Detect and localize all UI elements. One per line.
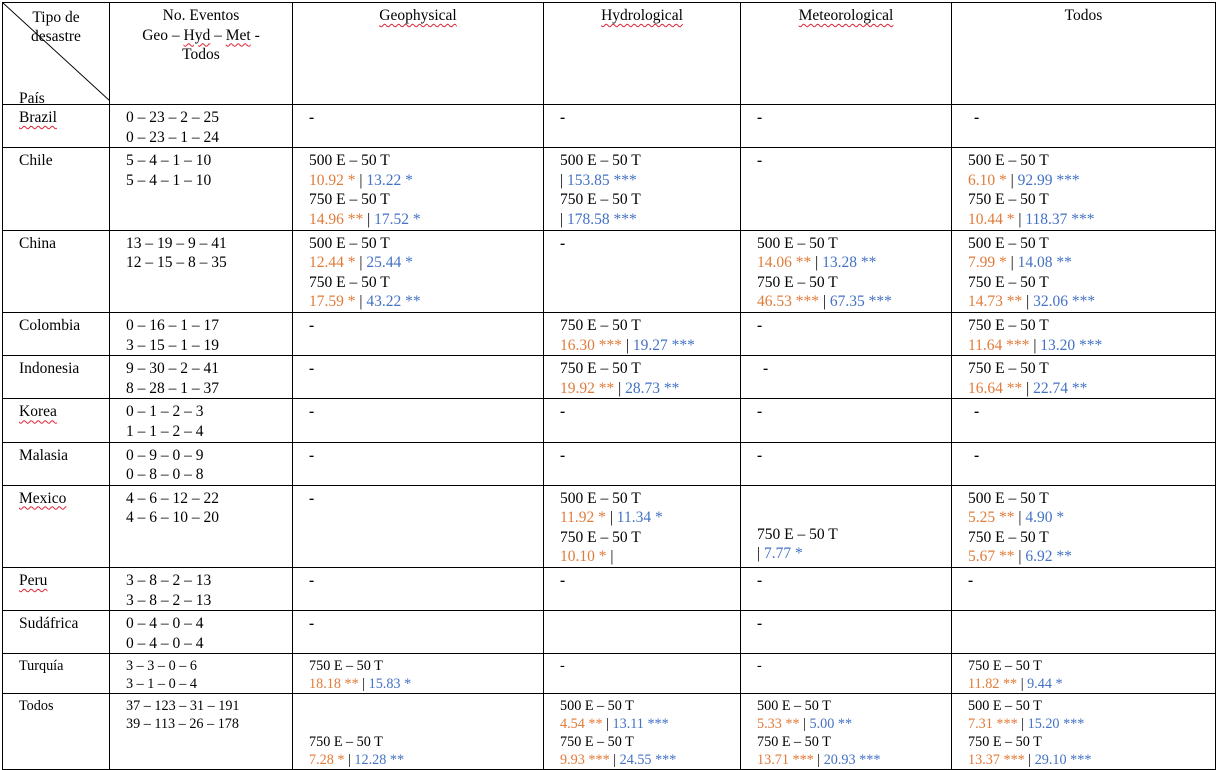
cell-korea-todos: - xyxy=(952,399,1216,442)
corner-country: País xyxy=(19,90,45,107)
cell-brazil-geo: - xyxy=(293,105,544,148)
cell-peru-geo: - xyxy=(293,568,544,611)
cell-malasia-met: - xyxy=(741,442,952,485)
cell-indonesia-met: - xyxy=(741,356,952,399)
row-chile xyxy=(3,148,1216,230)
cell-indonesia-todos: 750 E – 50 T 16.64 ** | 22.74 ** xyxy=(952,356,1216,399)
country-sudafrica: Sudáfrica xyxy=(3,611,110,654)
cell-sudafrica-todos xyxy=(952,611,1216,654)
country-malasia: Malasia xyxy=(3,442,110,485)
cell-turquia-geo: 750 E – 50 T 18.18 ** | 15.83 * xyxy=(293,654,544,694)
cell-todos-met: 500 E – 50 T 5.33 ** | 5.00 ** 750 E – 50 T 13.71 *** | 20.93 *** xyxy=(741,694,952,770)
country-peru: Peru xyxy=(3,568,110,611)
cell-china-todos: 500 E – 50 T 7.99 * | 14.08 ** 750 E – 50 T 14.73 ** | 32.06 *** xyxy=(952,230,1216,312)
cell-indonesia-hyd: 750 E – 50 T 19.92 ** | 28.73 ** xyxy=(544,356,741,399)
country-mexico: Mexico xyxy=(3,485,110,567)
events-todos: 37 – 123 – 31 – 191 39 – 113 – 26 – 178 xyxy=(110,694,293,770)
cell-turquia-hyd: - xyxy=(544,654,741,694)
corner-header xyxy=(3,3,110,105)
cell-china-met: 500 E – 50 T 14.06 ** | 13.28 ** 750 E – 50 T 46.53 *** | 67.35 *** xyxy=(741,230,952,312)
cell-peru-met: - xyxy=(741,568,952,611)
cell-chile-hyd: 500 E – 50 T | 153.85 *** 750 E – 50 T | 178.58 *** xyxy=(544,148,741,230)
row-mexico xyxy=(3,485,1216,567)
results-table xyxy=(2,2,1216,770)
cell-mexico-geo: - xyxy=(293,485,544,567)
row-sudafrica xyxy=(3,611,1216,654)
events-colombia: 0 – 16 – 1 – 17 3 – 15 – 1 – 19 xyxy=(110,312,293,355)
country-chile: Chile xyxy=(3,148,110,230)
cell-turquia-met: - xyxy=(741,654,952,694)
cell-brazil-todos: - xyxy=(952,105,1216,148)
cell-peru-todos: - xyxy=(952,568,1216,611)
cell-sudafrica-hyd xyxy=(544,611,741,654)
cell-sudafrica-met: - xyxy=(741,611,952,654)
cell-china-hyd: - xyxy=(544,230,741,312)
cell-peru-hyd: - xyxy=(544,568,741,611)
row-todos xyxy=(3,694,1216,770)
row-colombia xyxy=(3,312,1216,355)
cell-sudafrica-geo: - xyxy=(293,611,544,654)
country-indonesia: Indonesia xyxy=(3,356,110,399)
row-indonesia xyxy=(3,356,1216,399)
cell-chile-geo: 500 E – 50 T 10.92 * | 13.22 * 750 E – 50 T 14.96 ** | 17.52 * xyxy=(293,148,544,230)
cell-turquia-todos: 750 E – 50 T 11.82 ** | 9.44 * xyxy=(952,654,1216,694)
country-todos: Todos xyxy=(3,694,110,770)
cell-mexico-todos: 500 E – 50 T 5.25 ** | 4.90 * 750 E – 50 T 5.67 ** | 6.92 ** xyxy=(952,485,1216,567)
events-mexico: 4 – 6 – 12 – 22 4 – 6 – 10 – 20 xyxy=(110,485,293,567)
cell-mexico-hyd: 500 E – 50 T 11.92 * | 11.34 * 750 E – 50 T 10.10 * | xyxy=(544,485,741,567)
events-brazil: 0 – 23 – 2 – 25 0 – 23 – 1 – 24 xyxy=(110,105,293,148)
cell-malasia-hyd: - xyxy=(544,442,741,485)
cell-brazil-hyd: - xyxy=(544,105,741,148)
header-meteorological: Meteorological xyxy=(741,3,952,105)
header-todos: Todos xyxy=(952,3,1216,105)
cell-korea-geo: - xyxy=(293,399,544,442)
header-hydrological: Hydrological xyxy=(544,3,741,105)
cell-colombia-met: - xyxy=(741,312,952,355)
corner-disaster-type: Tipo de desastre xyxy=(31,9,81,45)
country-korea: Korea xyxy=(3,399,110,442)
row-korea xyxy=(3,399,1216,442)
row-brazil xyxy=(3,105,1216,148)
events-indonesia: 9 – 30 – 2 – 41 8 – 28 – 1 – 37 xyxy=(110,356,293,399)
row-malasia xyxy=(3,442,1216,485)
cell-todos-todos: 500 E – 50 T 7.31 *** | 15.20 *** 750 E – 50 T 13.37 *** | 29.10 *** xyxy=(952,694,1216,770)
cell-malasia-todos: - xyxy=(952,442,1216,485)
cell-brazil-met: - xyxy=(741,105,952,148)
cell-korea-met: - xyxy=(741,399,952,442)
cell-china-geo: 500 E – 50 T 12.44 * | 25.44 * 750 E – 50 T 17.59 * | 43.22 ** xyxy=(293,230,544,312)
events-sudafrica: 0 – 4 – 0 – 4 0 – 4 – 0 – 4 xyxy=(110,611,293,654)
row-peru xyxy=(3,568,1216,611)
events-china: 13 – 19 – 9 – 41 12 – 15 – 8 – 35 xyxy=(110,230,293,312)
country-turquia: Turquía xyxy=(3,654,110,694)
country-colombia: Colombia xyxy=(3,312,110,355)
cell-colombia-todos: 750 E – 50 T 11.64 *** | 13.20 *** xyxy=(952,312,1216,355)
cell-todos-hyd: 500 E – 50 T 4.54 ** | 13.11 *** 750 E – 50 T 9.93 *** | 24.55 *** xyxy=(544,694,741,770)
events-malasia: 0 – 9 – 0 – 9 0 – 8 – 0 – 8 xyxy=(110,442,293,485)
events-turquia: 3 – 3 – 0 – 6 3 – 1 – 0 – 4 xyxy=(110,654,293,694)
country-china: China xyxy=(3,230,110,312)
row-china xyxy=(3,230,1216,312)
country-brazil: Brazil xyxy=(3,105,110,148)
events-peru: 3 – 8 – 2 – 13 3 – 8 – 2 – 13 xyxy=(110,568,293,611)
cell-colombia-hyd: 750 E – 50 T 16.30 *** | 19.27 *** xyxy=(544,312,741,355)
cell-chile-todos: 500 E – 50 T 6.10 * | 92.99 *** 750 E – 50 T 10.44 * | 118.37 *** xyxy=(952,148,1216,230)
header-events: No. Eventos Geo – Hyd – Met - Todos xyxy=(110,3,293,105)
cell-korea-hyd: - xyxy=(544,399,741,442)
cell-colombia-geo: - xyxy=(293,312,544,355)
cell-malasia-geo: - xyxy=(293,442,544,485)
events-korea: 0 – 1 – 2 – 3 1 – 1 – 2 – 4 xyxy=(110,399,293,442)
cell-indonesia-geo: - xyxy=(293,356,544,399)
events-chile: 5 – 4 – 1 – 10 5 – 4 – 1 – 10 xyxy=(110,148,293,230)
header-row xyxy=(3,3,1216,105)
row-turquia xyxy=(3,654,1216,694)
header-geophysical: Geophysical xyxy=(293,3,544,105)
cell-mexico-met: 750 E – 50 T | 7.77 * xyxy=(741,485,952,567)
cell-todos-geo: 750 E – 50 T 7.28 * | 12.28 ** xyxy=(293,694,544,770)
cell-chile-met: - xyxy=(741,148,952,230)
